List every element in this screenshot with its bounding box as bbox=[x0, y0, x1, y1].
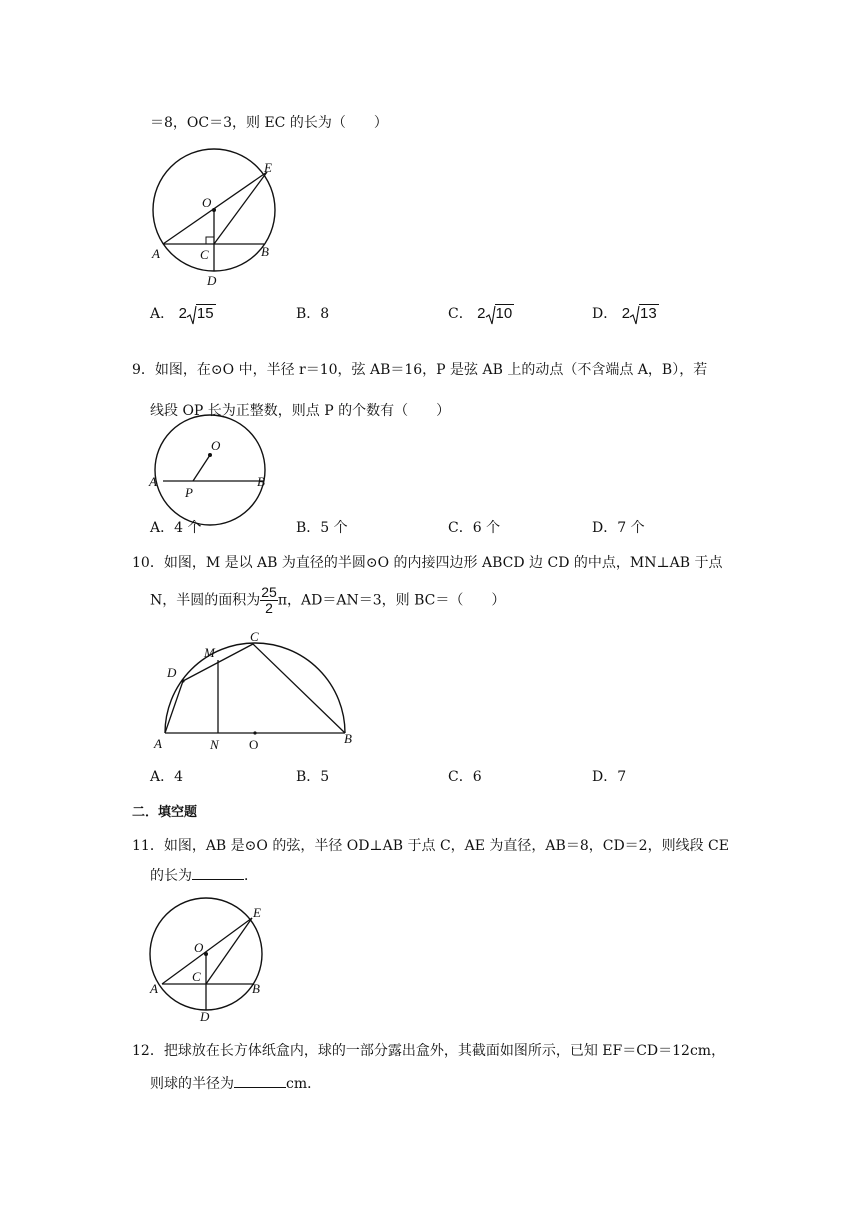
q10-label-n: N bbox=[210, 737, 219, 752]
q10-label-o: O bbox=[249, 737, 259, 752]
q8-label-e: E bbox=[264, 160, 272, 175]
q8-stem-tail: ＝8，OC＝3，则 EC 的长为（ ） bbox=[150, 115, 388, 131]
q9-option-a[interactable]: A．4 个 bbox=[150, 520, 202, 536]
q8-figure bbox=[140, 140, 290, 290]
q10-label-c: C bbox=[250, 629, 259, 644]
q9-label-o: O bbox=[211, 438, 221, 453]
q10-figure bbox=[145, 625, 365, 755]
q9-label-p: P bbox=[185, 485, 193, 500]
q11-label-b: B bbox=[252, 981, 260, 996]
q9-figure bbox=[140, 420, 290, 510]
answer-blank[interactable] bbox=[234, 1073, 286, 1088]
q8-option-b[interactable]: B．8 bbox=[296, 306, 330, 322]
q8-label-o: O bbox=[202, 195, 212, 210]
q9-stem-line1: 9．如图，在⊙O 中，半径 r＝10，弦 AB＝16，P 是弦 AB 上的动点（不含端点 A，B），若 bbox=[132, 362, 708, 378]
sqrt-expression: 2 15 bbox=[178, 305, 214, 322]
q10-label-d: D bbox=[167, 665, 177, 680]
q10-label-b: B bbox=[344, 731, 352, 746]
q10-option-c[interactable]: C．6 bbox=[448, 769, 482, 785]
q11-label-d: D bbox=[200, 1009, 210, 1024]
q11-stem-line2: 的长为 ． bbox=[150, 865, 258, 885]
q9-option-c[interactable]: C．6 个 bbox=[448, 520, 501, 536]
q8-label-d: D bbox=[207, 273, 217, 288]
q12-stem-line1: 12．把球放在长方体纸盒内，球的一部分露出盒外，其截面如图所示，已知 EF＝CD＝12cm， bbox=[132, 1043, 726, 1059]
q10-stem-line2: N，半圆的面积为 $\frac{25}{2}$ π，AD＝AN＝3，则 BC＝（ ） bbox=[150, 584, 506, 616]
q11-label-c: C bbox=[192, 969, 201, 984]
q8-label-c: C bbox=[200, 247, 209, 262]
fraction: $\frac{25}{2}$ bbox=[261, 584, 277, 616]
q8-option-d[interactable]: D． 2 13 bbox=[592, 305, 657, 322]
sqrt-expression: 2 10 bbox=[477, 305, 513, 322]
q11-label-o: O bbox=[194, 940, 204, 955]
q9-option-b[interactable]: B．5 个 bbox=[296, 520, 348, 536]
q8-option-a[interactable]: A． 2 15 bbox=[150, 305, 214, 322]
q10-label-a: A bbox=[154, 736, 162, 751]
answer-blank[interactable] bbox=[192, 865, 244, 880]
q9-option-d[interactable]: D．7 个 bbox=[592, 520, 645, 536]
q9-label-a: A bbox=[149, 474, 157, 489]
q10-stem-line1: 10．如图，M 是以 AB 为直径的半圆⊙O 的内接四边形 ABCD 边 CD 的中点，MN⊥AB 于点 bbox=[132, 555, 723, 571]
q10-option-b[interactable]: B．5 bbox=[296, 769, 330, 785]
q11-label-e: E bbox=[253, 905, 261, 920]
q8-label-b: B bbox=[261, 244, 269, 259]
q11-label-a: A bbox=[150, 981, 158, 996]
q12-stem-line2: 则球的半径为 cm． bbox=[150, 1073, 321, 1093]
q9-stem-line2: 线段 OP 长为正整数，则点 P 的个数有（ ） bbox=[150, 403, 451, 419]
q11-figure bbox=[140, 885, 290, 1025]
sqrt-expression: 2 13 bbox=[621, 305, 657, 322]
q10-option-a[interactable]: A．4 bbox=[150, 769, 184, 785]
q11-stem-line1: 11．如图，AB 是⊙O 的弦，半径 OD⊥AB 于点 C，AE 为直径，AB＝8，CD＝2，则线段 CE bbox=[132, 838, 729, 854]
q8-option-c[interactable]: C． 2 10 bbox=[448, 305, 513, 322]
q9-label-b: B bbox=[257, 474, 265, 489]
section-heading: 二．填空题 bbox=[132, 805, 198, 820]
q10-label-m: M bbox=[204, 645, 215, 660]
q8-label-a: A bbox=[152, 246, 160, 261]
q10-option-d[interactable]: D．7 bbox=[592, 769, 627, 785]
